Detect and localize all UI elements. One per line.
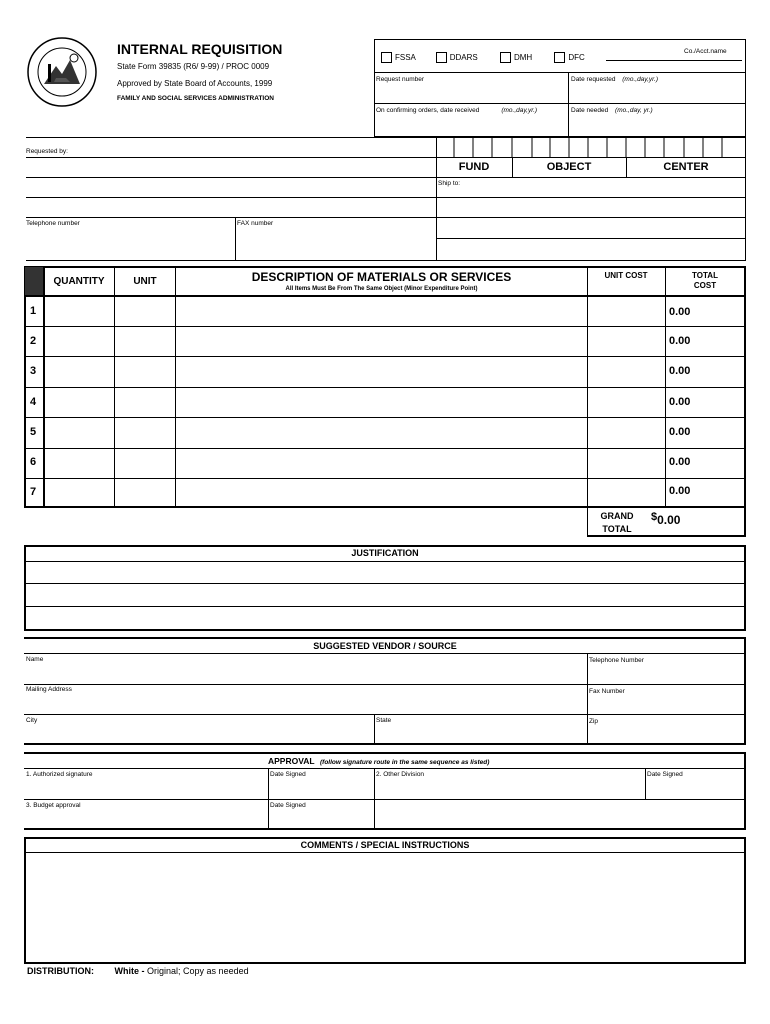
row-number: 5 bbox=[30, 426, 37, 438]
approval-title: APPROVAL (follow signature route in the same sequence as listed) bbox=[268, 756, 490, 766]
ship-to-field[interactable]: Ship to: bbox=[438, 180, 461, 187]
row-total: 0.00 bbox=[669, 365, 691, 377]
ddars-checkbox[interactable] bbox=[436, 52, 447, 63]
date-signed-3-field[interactable]: Date Signed bbox=[270, 802, 306, 809]
row-number: 1 bbox=[30, 305, 37, 317]
row-number: 3 bbox=[30, 365, 37, 377]
justification-title: JUSTIFICATION bbox=[351, 548, 419, 558]
vendor-zip-field[interactable]: Zip bbox=[589, 718, 599, 725]
row-number: 2 bbox=[30, 335, 37, 347]
confirming-date-field[interactable]: On confirming orders, date received (mo.,day,yr.) bbox=[376, 107, 538, 114]
budget-approval-field[interactable]: 3. Budget approval bbox=[26, 802, 81, 809]
row-total: 0.00 bbox=[669, 426, 691, 438]
agency-name: FAMILY AND SOCIAL SERVICES ADMINISTRATION bbox=[117, 95, 274, 102]
vendor-city-field[interactable]: City bbox=[26, 717, 38, 724]
currency-symbol: $ bbox=[651, 511, 658, 523]
division-checkboxes bbox=[381, 52, 585, 63]
object-label: OBJECT bbox=[546, 161, 592, 173]
date-signed-2-field[interactable]: Date Signed bbox=[647, 771, 683, 778]
col-unit: UNIT bbox=[133, 276, 157, 287]
division-dfc[interactable]: DFC bbox=[554, 53, 584, 62]
co-acct-label: Co./Acct.name bbox=[684, 48, 727, 55]
comments-title: COMMENTS / SPECIAL INSTRUCTIONS bbox=[300, 840, 470, 850]
center-label: CENTER bbox=[663, 161, 709, 173]
vendor-title: SUGGESTED VENDOR / SOURCE bbox=[313, 641, 457, 651]
row-number: 4 bbox=[30, 396, 37, 408]
date-signed-1-field[interactable]: Date Signed bbox=[270, 771, 306, 778]
table-corner bbox=[25, 267, 43, 295]
division-dmh[interactable]: DMH bbox=[500, 53, 532, 62]
vendor-state-field[interactable]: State bbox=[376, 717, 392, 724]
date-needed-field[interactable]: Date needed (mo.,day, yr.) bbox=[571, 107, 653, 114]
vendor-name-field[interactable]: Name bbox=[26, 656, 44, 663]
requested-by-label: Requested by: bbox=[26, 148, 68, 155]
comments-box[interactable] bbox=[24, 837, 746, 964]
col-unit-cost: UNIT COST bbox=[604, 271, 648, 280]
row-number: 6 bbox=[30, 456, 37, 468]
form-number: State Form 39835 (R6/ 9-99) / PROC 0009 bbox=[117, 62, 270, 71]
fund-label: FUND bbox=[458, 161, 490, 173]
telephone-field[interactable]: Telephone number bbox=[26, 220, 80, 227]
account-code-boxes[interactable] bbox=[436, 137, 746, 157]
date-requested-field[interactable]: Date requested (mo.,day,yr.) bbox=[571, 76, 659, 83]
justification-line[interactable] bbox=[24, 583, 746, 584]
fssa-checkbox[interactable] bbox=[381, 52, 392, 63]
grand-total-label: GRAND TOTAL bbox=[600, 511, 634, 534]
row-total: 0.00 bbox=[669, 335, 691, 347]
dfc-checkbox[interactable] bbox=[554, 52, 565, 63]
col-quantity: QUANTITY bbox=[53, 276, 105, 287]
vendor-telephone-field[interactable]: Telephone Number bbox=[589, 657, 644, 664]
row-total: 0.00 bbox=[669, 306, 691, 318]
col-description-sub: All Items Must Be From The Same Object (Minor Expenditure Point) bbox=[285, 286, 478, 292]
state-seal bbox=[26, 36, 98, 108]
authorized-signature-field[interactable]: 1. Authorized signature bbox=[26, 771, 93, 778]
vendor-fax-field[interactable]: Fax Number bbox=[589, 688, 625, 695]
fax-field[interactable]: FAX number bbox=[237, 220, 274, 227]
other-division-field[interactable]: 2. Other Division bbox=[376, 771, 425, 778]
approved-by: Approved by State Board of Accounts, 1999 bbox=[117, 79, 273, 88]
row-total: 0.00 bbox=[669, 456, 691, 468]
row-total: 0.00 bbox=[669, 396, 691, 408]
vendor-mailing-field[interactable]: Mailing Address bbox=[26, 686, 72, 693]
division-fssa[interactable]: FSSA bbox=[381, 53, 415, 62]
justification-line[interactable] bbox=[24, 606, 746, 607]
col-total-cost: TOTAL COST bbox=[692, 271, 718, 291]
request-number-field[interactable]: Request number bbox=[376, 76, 425, 83]
division-ddars[interactable]: DDARS bbox=[436, 53, 478, 62]
dmh-checkbox[interactable] bbox=[500, 52, 511, 63]
distribution-line: DISTRIBUTION: White - Original; Copy as needed bbox=[27, 966, 249, 976]
form-title: INTERNAL REQUISITION bbox=[117, 41, 283, 57]
col-description: DESCRIPTION OF MATERIALS OR SERVICES bbox=[251, 270, 512, 284]
row-number: 7 bbox=[30, 486, 37, 498]
row-total: 0.00 bbox=[669, 485, 691, 497]
grand-total-value: $0.00 bbox=[651, 511, 681, 527]
